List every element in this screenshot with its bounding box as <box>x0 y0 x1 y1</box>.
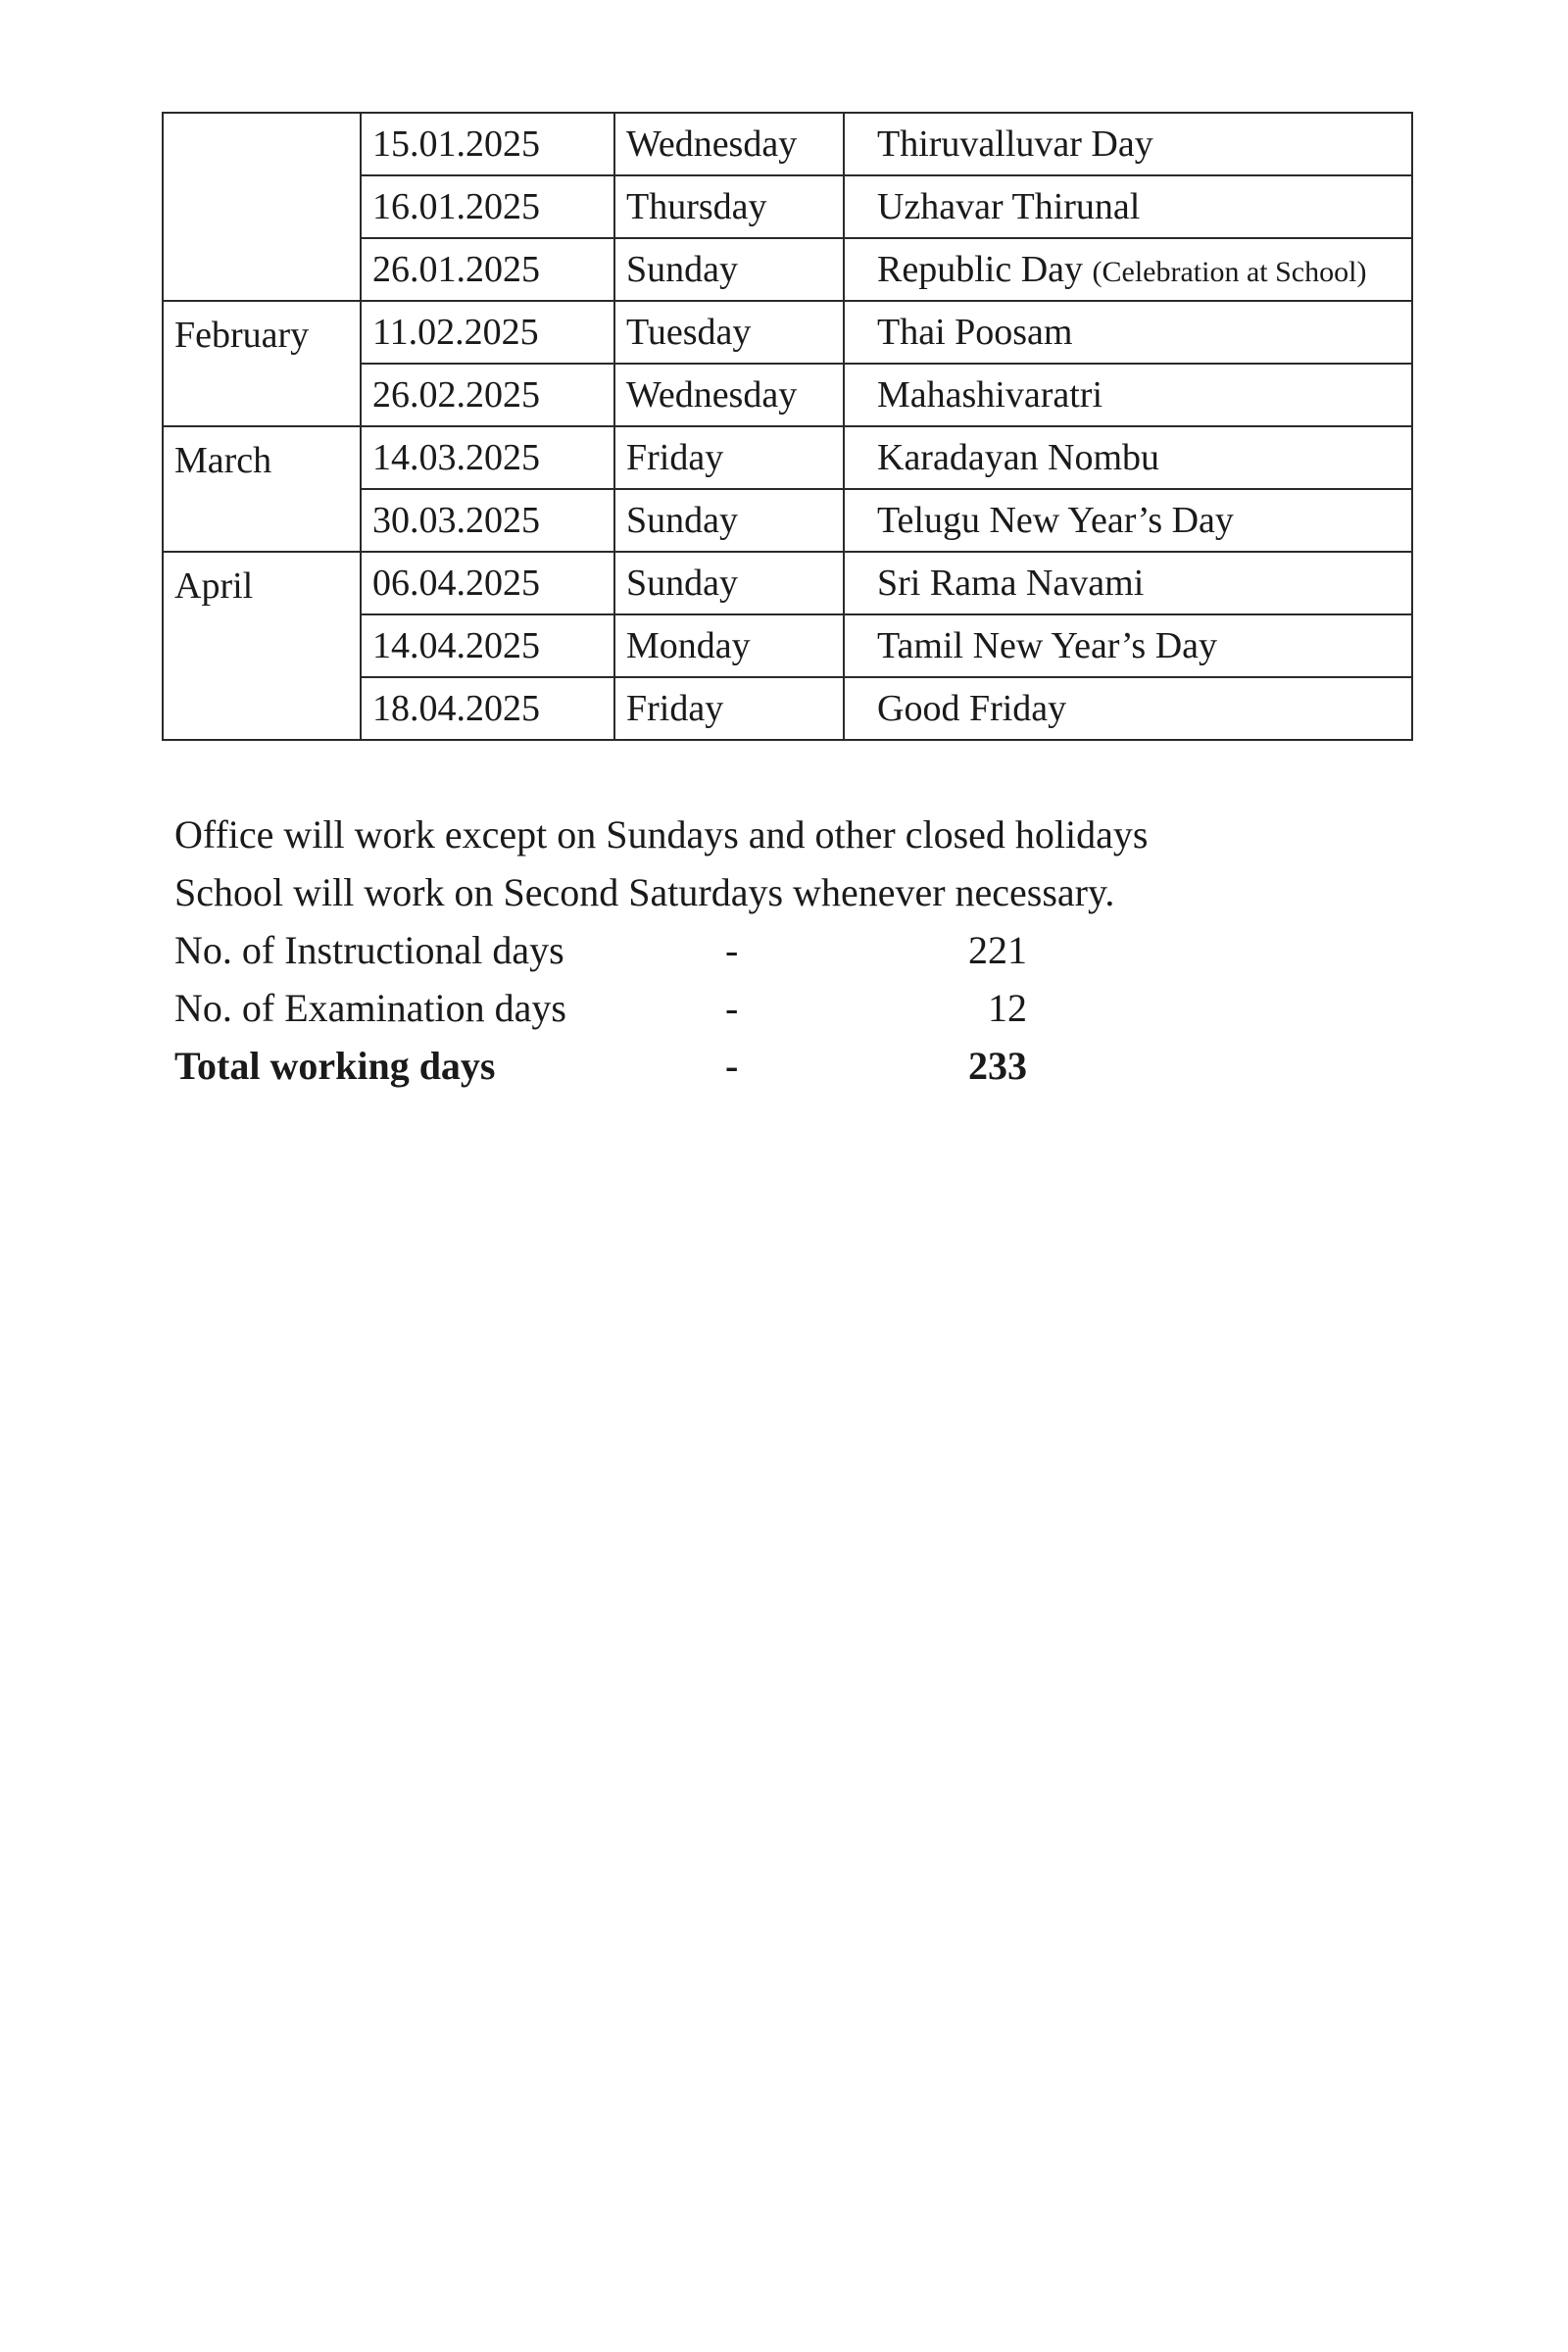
month-cell <box>163 113 361 301</box>
date-cell: 26.02.2025 <box>361 364 614 426</box>
weekday-cell: Tuesday <box>614 301 844 364</box>
date-cell: 14.03.2025 <box>361 426 614 489</box>
event-cell <box>844 489 1412 552</box>
month-cell: April <box>163 552 361 740</box>
event-cell <box>844 238 1412 301</box>
date-cell: 15.01.2025 <box>361 113 614 175</box>
total-working-days-value: 233 <box>968 1044 1027 1088</box>
event-name: Telugu New Year’s Day <box>877 500 1234 541</box>
event-cell <box>844 113 1412 175</box>
instructional-days-row <box>174 921 1056 979</box>
date-cell: 11.02.2025 <box>361 301 614 364</box>
weekday-cell: Wednesday <box>614 113 844 175</box>
holiday-row <box>163 426 1412 489</box>
event-cell <box>844 301 1412 364</box>
event-cell <box>844 426 1412 489</box>
date-cell: 18.04.2025 <box>361 677 614 740</box>
event-name: Good Friday <box>877 688 1067 729</box>
event-name: Mahashivaratri <box>877 374 1103 416</box>
weekday-cell: Sunday <box>614 552 844 614</box>
event-cell <box>844 175 1412 238</box>
total-working-days-dash: - <box>725 1044 739 1088</box>
examination-days-value: 12 <box>988 986 1027 1030</box>
examination-days-label: No. of Examination days <box>174 986 566 1030</box>
holiday-table <box>162 112 1413 741</box>
holiday-table-body <box>163 113 1412 740</box>
event-name: Uzhavar Thirunal <box>877 186 1141 227</box>
month-cell: February <box>163 301 361 426</box>
event-name: Thiruvalluvar Day <box>877 123 1153 165</box>
total-working-days-row <box>174 1037 1056 1095</box>
weekday-cell: Sunday <box>614 238 844 301</box>
weekday-cell: Monday <box>614 614 844 677</box>
month-cell: March <box>163 426 361 552</box>
total-working-days-label: Total working days <box>174 1044 496 1088</box>
event-name: Sri Rama Navami <box>877 563 1145 604</box>
weekday-cell: Wednesday <box>614 364 844 426</box>
weekday-cell: Friday <box>614 426 844 489</box>
holiday-row <box>163 301 1412 364</box>
event-note: (Celebration at School) <box>1092 256 1367 288</box>
event-cell <box>844 614 1412 677</box>
event-cell <box>844 677 1412 740</box>
office-note: Office will work except on Sundays and other closed holidays <box>174 812 1149 857</box>
examination-days-dash: - <box>725 986 739 1030</box>
event-name: Tamil New Year’s Day <box>877 625 1218 666</box>
holiday-row <box>163 552 1412 614</box>
weekday-cell: Thursday <box>614 175 844 238</box>
instructional-days-value: 221 <box>968 928 1027 972</box>
event-cell <box>844 552 1412 614</box>
event-name: Karadayan Nombu <box>877 437 1160 478</box>
event-name: Thai Poosam <box>877 312 1073 353</box>
date-cell: 30.03.2025 <box>361 489 614 552</box>
instructional-days-label: No. of Instructional days <box>174 928 564 972</box>
weekday-cell: Sunday <box>614 489 844 552</box>
instructional-days-dash: - <box>725 928 739 972</box>
date-cell: 16.01.2025 <box>361 175 614 238</box>
event-name: Republic Day <box>877 249 1084 290</box>
date-cell: 06.04.2025 <box>361 552 614 614</box>
weekday-cell: Friday <box>614 677 844 740</box>
event-cell <box>844 364 1412 426</box>
summary-section <box>174 806 1149 1095</box>
date-cell: 14.04.2025 <box>361 614 614 677</box>
school-note: School will work on Second Saturdays whenever necessary. <box>174 870 1115 914</box>
holiday-row <box>163 113 1412 175</box>
examination-days-row <box>174 979 1056 1037</box>
date-cell: 26.01.2025 <box>361 238 614 301</box>
